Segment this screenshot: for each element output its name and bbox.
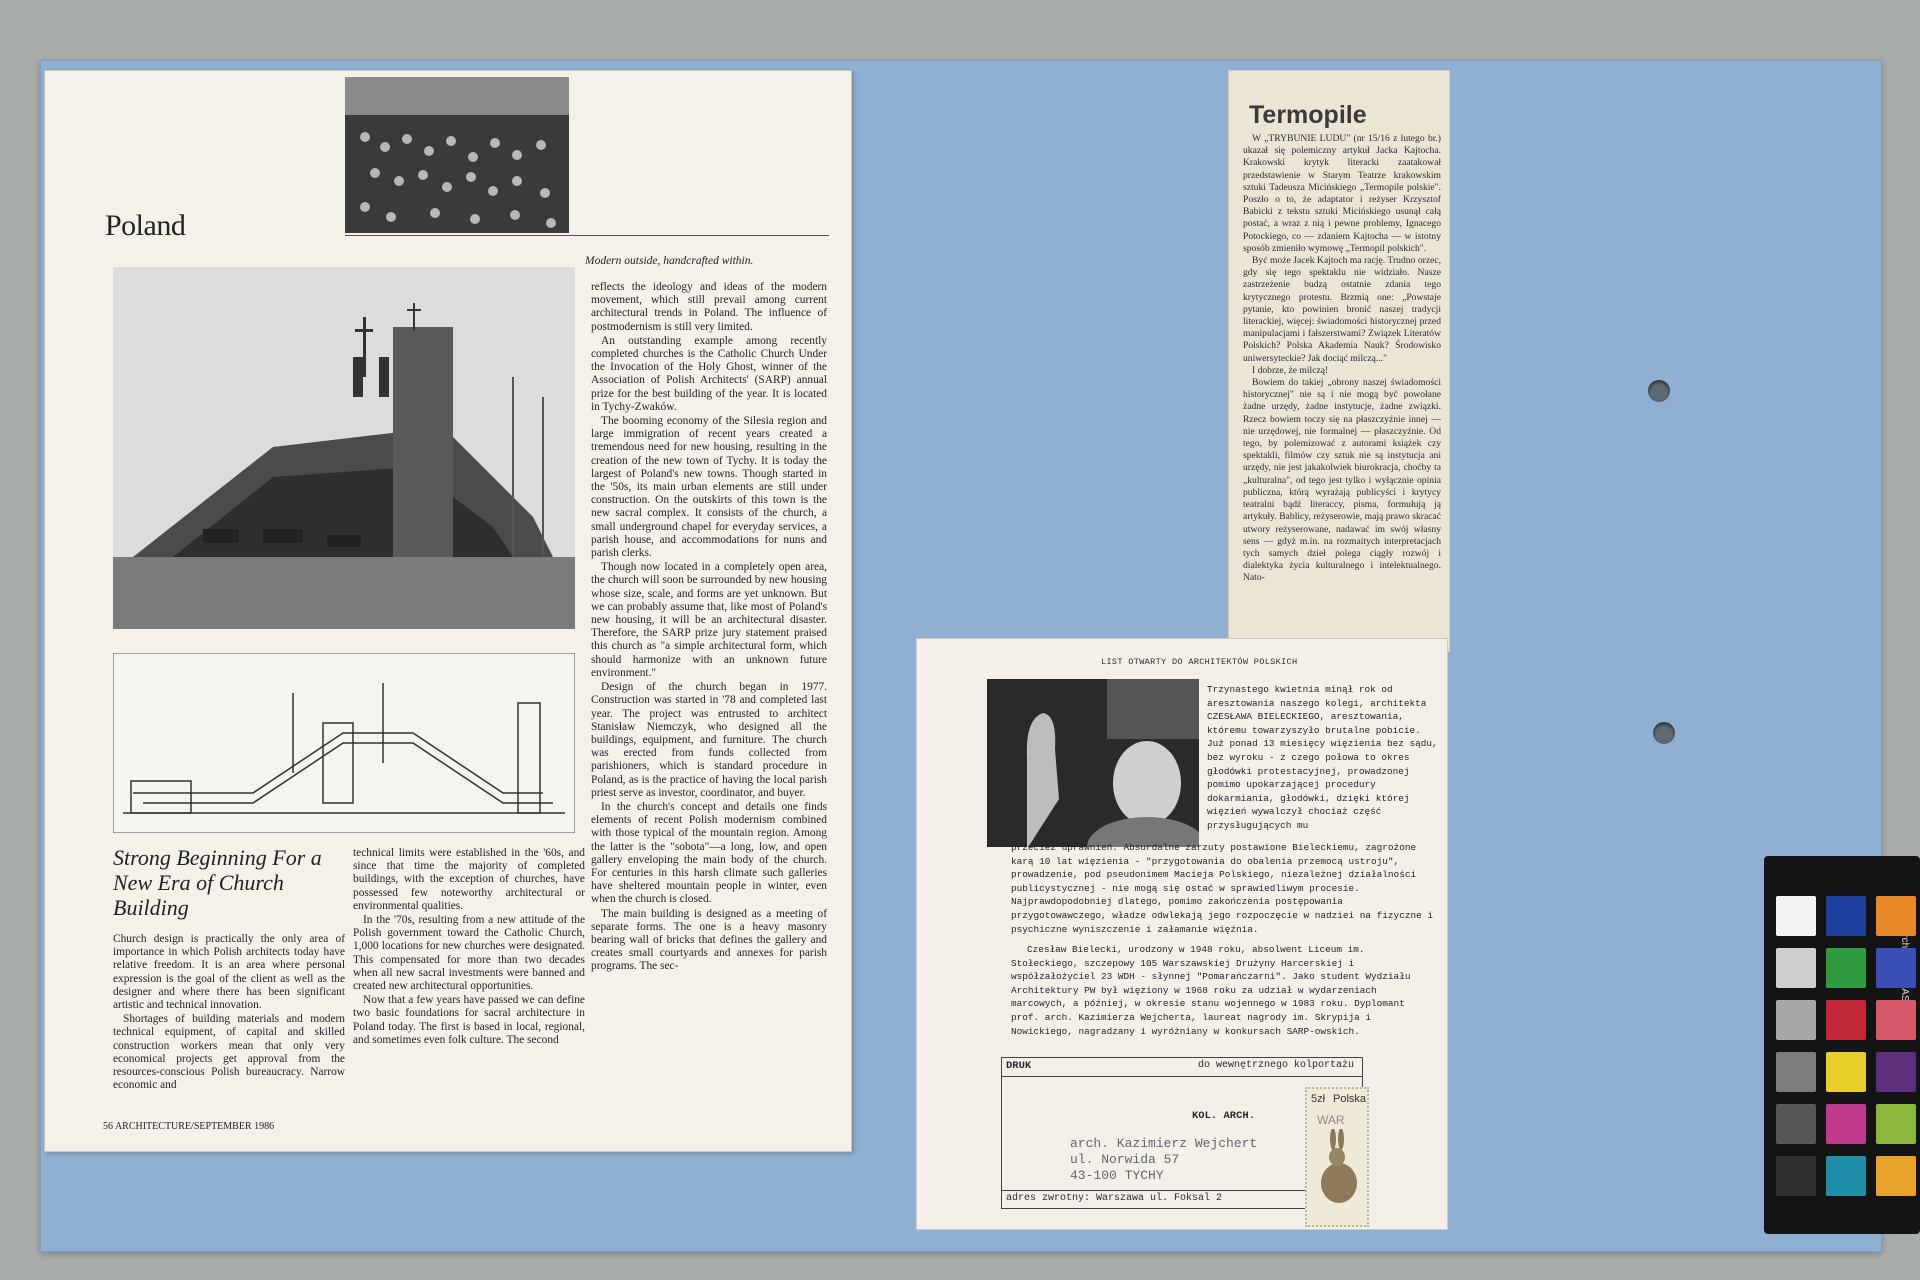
text-column-left xyxy=(113,933,345,1093)
punch-hole xyxy=(1653,722,1675,744)
distribution-note: do wewnętrznego kolportażu xyxy=(1198,1060,1355,1071)
color-swatch xyxy=(1826,1104,1866,1144)
color-swatch xyxy=(1826,1000,1866,1040)
color-swatch xyxy=(1876,1156,1916,1196)
magazine-page xyxy=(44,70,852,1152)
color-swatch xyxy=(1876,896,1916,936)
letter-paragraph: Trzynastego kwietnia minął rok od aresztowania naszego kolegi, architekta CZESŁAWA BIELECKIEGO, aresztowania, któremu towarzyszyło brutalne pobicie. Już ponad 13 miesięcy więzienia bez sądu, bez wyroku - z czego połowa to okres głodówki protestacyjnej, prowadzonej pomimo upokarzającej procedury dokarmiania, głodówki, dzięki której więzień wywalczył chociaż część przysługujących mu xyxy=(1207,684,1438,831)
page-footer: 56 ARCHITECTURE/SEPTEMBER 1986 xyxy=(103,1121,275,1132)
postmark: WAR xyxy=(1317,1113,1345,1127)
color-swatch xyxy=(1776,1156,1816,1196)
paragraph: Church design is practically the only area of importance in which Polish architects today have relative freedom. It is an area where personal expression is the goal of the client as well as the designer and where there has been significant artistic and technical innovation. xyxy=(113,933,345,1012)
paragraph: technical limits were established in the '60s, and since that time the majority of completed buildings, with the exception of churches, have possessed few noteworthy architectural or environmental qualities. xyxy=(353,847,585,912)
color-swatch xyxy=(1826,1156,1866,1196)
hare-illustration xyxy=(1315,1129,1359,1209)
address-line: ul. Norwida 57 xyxy=(1070,1152,1180,1167)
paragraph: W „TRYBUNIE LUDU" (nr 15/16 z lutego br.) ukazał się polemiczny artykuł Jacka Kajtocha. Krakowski krytyk literacki zaatakował przedstawienie w Starym Teatrze krakowskim sztuki Tadeusza Micińskiego „Termopile polskie". Poszło o to, że adaptator i reżyser Krzysztof Babicki z tekstu sztuki Micińskiego usunął całą postać, a wraz z nią i pewne problemy, Ignacego Potockiego, co — zdaniem Kajtocha — w istotny sposób zmieniło wymowę „Termopil polskich". xyxy=(1243,133,1441,254)
color-swatch xyxy=(1776,896,1816,936)
paragraph: Być może Jacek Kajtoch ma rację. Trudno orzec, gdy się tego spektaklu nie widziało. Nasze zastrzeżenie budzą ostatnie zdania tego krytycznego protestu. Brzmią one: „Powstaje pytanie, kto powinien bronić naszej tradycji literackiej, więcej: świadomości historycznej przed manipulacjami i fałszerstwami? Związek Literatów Polskich? Polska Akademia Nauk? Środowisko uniwersyteckie? Jak dociąć milczą..." xyxy=(1243,255,1441,364)
address-line: 43-100 TYCHY xyxy=(1070,1168,1164,1183)
church-section-drawing xyxy=(113,653,575,833)
color-checker-card xyxy=(1764,856,1920,1234)
color-swatch xyxy=(1776,948,1816,988)
rule xyxy=(1002,1076,1362,1077)
color-swatch xyxy=(1876,1052,1916,1092)
article-headline: Strong Beginning For a New Era of Church Building xyxy=(113,845,322,920)
paragraph: The main building is designed as a meeting of separate forms. The one is a heavy masonry bearing wall of bricks that defines the gallery and creates small courtyards and annexes for parish programs. The sec- xyxy=(591,907,827,973)
paragraph: In the '70s, resulting from a new attitude of the Polish government toward the Catholic Church, 1,000 locations for new churches were designated. This compensated for more than two decades when all new sacral investments were banned and created new architectural opportunities. xyxy=(353,914,585,993)
color-swatch xyxy=(1876,1000,1916,1040)
letter-heading: LIST OTWARTY DO ARCHITEKTÓW POLSKICH xyxy=(1101,657,1298,667)
color-swatch xyxy=(1826,896,1866,936)
color-swatch xyxy=(1826,948,1866,988)
color-swatch xyxy=(1876,948,1916,988)
letter-paragraph: Czesław Bielecki, urodzony w 1948 roku, absolwent Liceum im. Stołeckiego, szczepowy 105 Warszawskiej Drużyny Harcerskiej i współzałożyciel 23 WDH - słynnej "Pomarańczarni". Jako student Wydziału Architektury PW był więziony w 1968 roku za udział w wydarzeniach marcowych, a później, w okresie stanu wojennego w 1983 roku. Dyplomant prof. arch. Kazimierza Wejcherta, laureat nagrody im. Skrypija i Nowickiego, nagradzany i wyróżniany w konkursach SARP-owskich. xyxy=(1011,944,1411,1037)
paragraph: An outstanding example among recently completed churches is the Catholic Church Under the Invocation of the Holy Ghost, winner of the Association of Polish Architects' (SARP) annual prize for the best building of the year. It is located in Tychy-Zwaków. xyxy=(591,334,827,413)
color-swatch xyxy=(1776,1052,1816,1092)
open-letter xyxy=(916,638,1448,1230)
address-line: arch. Kazimierz Wejchert xyxy=(1070,1136,1258,1151)
photo-caption: Modern outside, handcrafted within. xyxy=(585,255,754,267)
postage-stamp xyxy=(1305,1087,1369,1227)
stamp-country: Polska xyxy=(1333,1093,1367,1105)
newspaper-clipping xyxy=(1228,70,1450,652)
return-address: adres zwrotny: Warszawa ul. Foksal 2 xyxy=(1006,1193,1223,1204)
paragraph: reflects the ideology and ideas of the modern movement, which still prevail among current architectural trends in Poland. The influence of postmodernism is still very limited. xyxy=(591,281,827,333)
rule xyxy=(345,235,829,236)
paragraph: Bowiem do takiej „obrony naszej świadomości historycznej" nie są i nie mogą być powołane żadne urzędy, żadne instytucje, żadne związki. Rzecz bowiem toczy się na płaszczyźnie innej — nie urzędowej, nie formalnej — płaszczyźnie. Od tego, by polemizować z autorami książek czy spektakli, filmów czy sztuk nie są instytucja ani urzędy, nie jest jakakolwiek biurokracja, choćby ta „kulturalna", od tego jest tylko i wyłącznie opinia publiczna, którą wyrażają publicyści i krytycy teatralni bądź literaccy, pisma, formułują ją artykuły. Bablicy, reżyserowie, mają prawo skracać utwory reżyserowane, nadawać im swój własny sens — gdyż m.in. na rozmaitych interpretacjach tych samych dzieł polega ciągły rozwój i dialektyka życia kulturalnego i intelektualnego. Nato- xyxy=(1243,377,1441,584)
punch-hole xyxy=(1648,380,1670,402)
color-swatch xyxy=(1876,1104,1916,1144)
paragraph: Design of the church began in 1977. Construction was started in '78 and completed last year. The project was entrusted to architect Stanisław Niemczyk, who designed all the buildings, equipment, and furniture. The church was erected from funds collected from parishioners, which is standard procedure in Poland, as is the practice of having the local parish priest serve as investor, coordinator, and buyer. xyxy=(591,681,827,799)
paragraph: Now that a few years have passed we can define two basic foundations for sacral architecture in Poland today. The first is based in local, regional, and sometimes even folk culture. The second xyxy=(353,994,585,1046)
paragraph: In the church's concept and details one finds elements of recent Polish modernism combined with those typical of the mountain region. Among the latter is the "sobota"—a long, low, and open gallery enveloping the main body of the church. For centuries in this harsh climate such galleries have sheltered mountain people in winter, even when the church is closed. xyxy=(591,800,827,906)
text-column-right xyxy=(591,281,827,975)
paragraph: The booming economy of the Silesia region and large immigration of recent years created a tremendous need for new housing, resulting in the creation of the new town of Tychy. It is today the largest of Poland's new towns. Though started in the '50s, its main urban elements are still under construction. On the outskirts of this town is the new sacral complex. It consists of the church, a small underground chapel for everyday services, a parish house, and accommodations for nuns and parish clerks. xyxy=(591,415,827,560)
clipping-title: Termopile xyxy=(1249,101,1367,129)
stamp-value: 5zł xyxy=(1311,1093,1326,1105)
color-swatch xyxy=(1826,1052,1866,1092)
church-photo xyxy=(113,267,575,629)
recipient-label: KOL. ARCH. xyxy=(1192,1110,1256,1122)
crowd-photo xyxy=(345,77,569,233)
paragraph: Shortages of building materials and modern technical equipment, of capital and skilled construction workers mean that only very economical projects get approval from the resources-conscious Polish bureaucracy. Narrow economic and xyxy=(113,1013,345,1092)
portrait-photo xyxy=(987,679,1199,847)
clipping-text xyxy=(1243,133,1441,585)
text-column-middle xyxy=(353,847,585,1048)
color-swatch xyxy=(1776,1000,1816,1040)
letter-paragraph: przecież uprawnień. Absurdalne zarzuty postawione Bieleckiemu, zagrożone karą 10 lat więzienia - "przygotowania do obalenia przemocą ustroju", prowadzenie, pod pseudonimem Macieja Polskiego, niezależnej działalności publicystycznej - nie mogą się ostać w sprawiedliwym procesie. Najprawdopodobniej dlatego, pomimo zakończenia postępowania przygotowawczego, władze odwlekają jego rozpoczęcie w nadziei na fizyczne i psychiczne wyniszczenie i załamanie więźnia. xyxy=(1011,842,1433,935)
paragraph: I dobrze, że milczą! xyxy=(1252,364,1329,376)
color-swatch xyxy=(1776,1104,1816,1144)
paragraph: Though now located in a completely open area, the church will soon be surrounded by new housing whose size, scale, and forms are yet unknown. But we can probably assume that, like most of Poland's new housing, it will be an architectural disaster. Therefore, the SARP prize jury statement praised this church as "a simple architectural form, which should harmonize with an unknown future environment." xyxy=(591,561,827,679)
section-title: Poland xyxy=(105,209,186,242)
druk-label: DRUK xyxy=(1006,1060,1032,1072)
